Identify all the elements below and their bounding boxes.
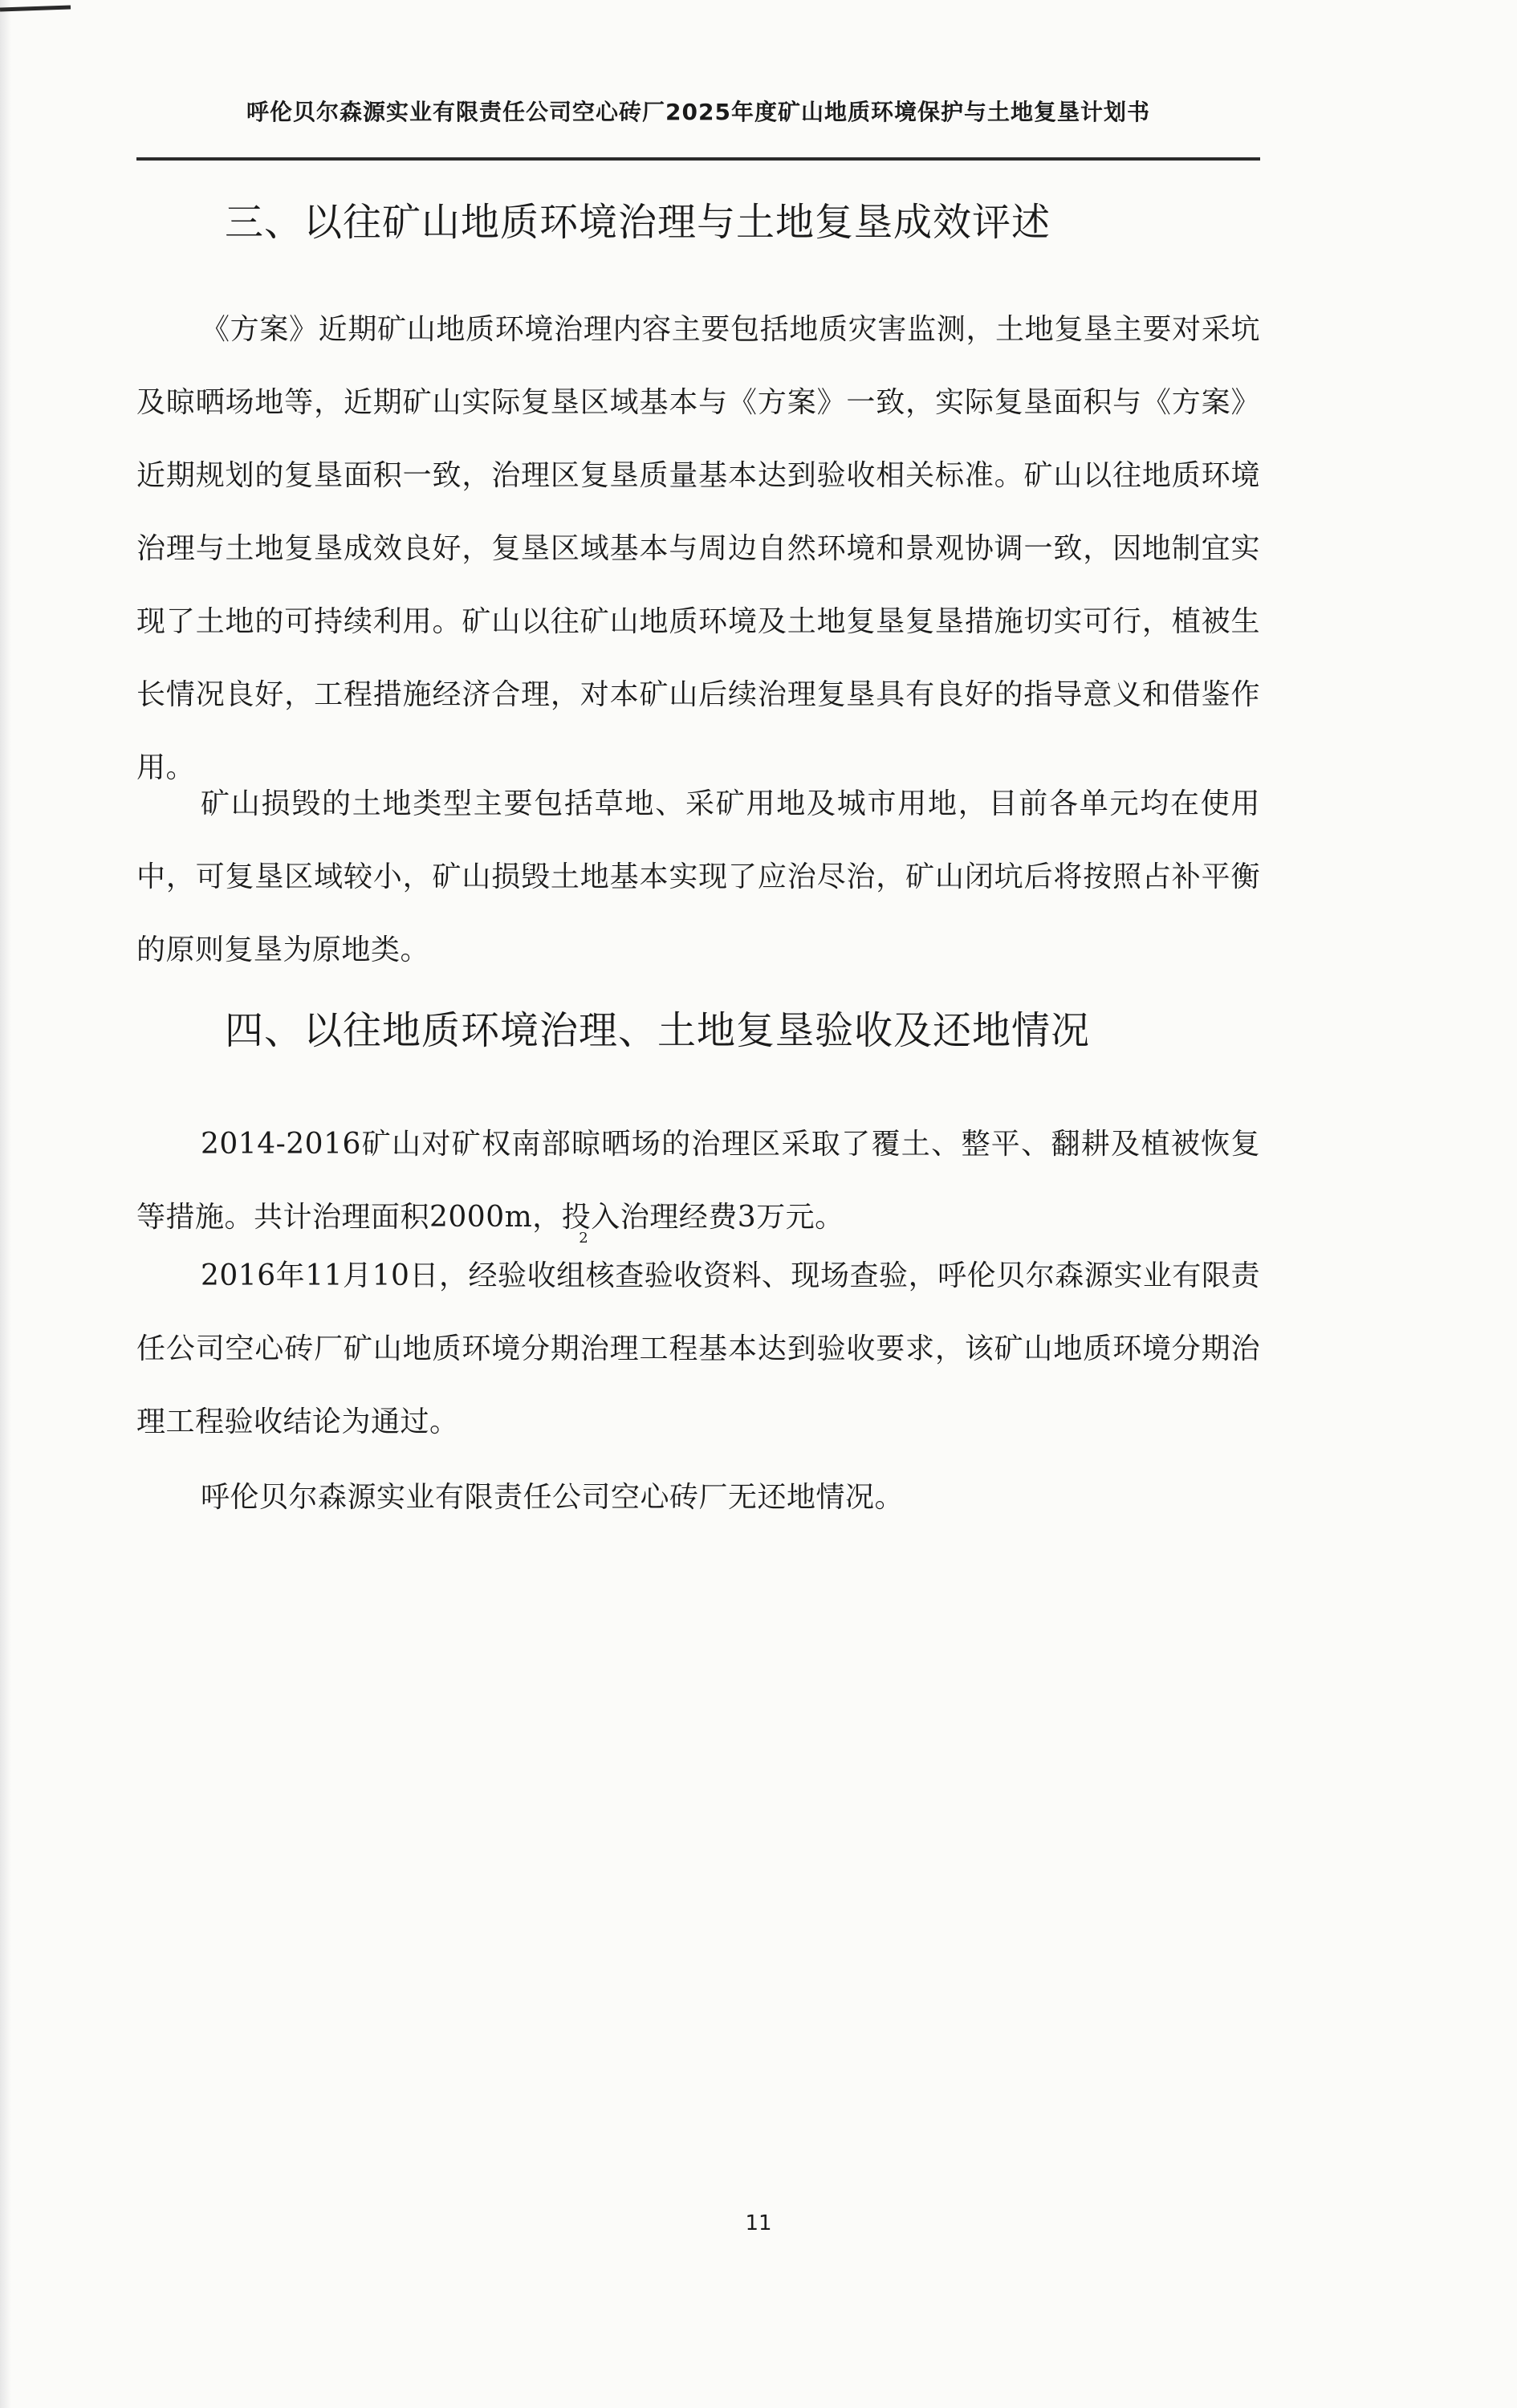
section-4-paragraph-1-text-a: 2014-2016矿山对矿权南部晾晒场的治理区采取了覆土、整平、翻耕及植被恢复等措施。共计治理面积2000m — [136, 1128, 1260, 1234]
section-4-paragraph-2: 2016年11月10日，经验收组核查验收资料、现场查验，呼伦贝尔森源实业有限责任公司空心砖厂矿山地质环境分期治理工程基本达到验收要求，该矿山地质环境分期治理工程验收结论为通过。 — [136, 1259, 1260, 1438]
section-3-paragraph-1: 《方案》近期矿山地质环境治理内容主要包括地质灾害监测，土地复垦主要对采坑及晾晒场地等，近期矿山实际复垦区域基本与《方案》一致，实际复垦面积与《方案》近期规划的复垦面积一致，治理区复垦质量基本达到验收相关标准。矿山以往地质环境治理与土地复垦成效良好，复垦区域基本与周边自然环境和景观协调一致，因地制宜实现了土地的可持续利用。矿山以往矿山地质环境及土地复垦复垦措施切实可行，植被生长情况良好，工程措施经济合理，对本矿山后续治理复垦具有良好的指导意义和借鉴作用。 — [136, 313, 1260, 784]
section-4-paragraph-3: 呼伦贝尔森源实业有限责任公司空心砖厂无还地情况。 — [201, 1481, 905, 1514]
header-rule — [136, 157, 1260, 161]
section-3-heading: 三、以往矿山地质环境治理与土地复垦成效评述 — [225, 200, 1051, 245]
running-header: 呼伦贝尔森源实业有限责任公司空心砖厂2025年度矿山地质环境保护与土地复垦计划书 — [246, 99, 1150, 125]
scan-edge-shadow — [0, 0, 11, 2408]
section-4-paragraph-1-text-b: ，投入治理经费3万元。 — [532, 1201, 844, 1234]
section-4-paragraph-1: 2014-2016矿山对矿权南部晾晒场的治理区采取了覆土、整平、翻耕及植被恢复等措施。共计治理面积2000m2，投入治理经费3万元。 — [136, 1128, 1260, 1247]
page-number: 11 — [745, 2211, 772, 2235]
section-3-paragraph-2: 矿山损毁的土地类型主要包括草地、采矿用地及城市用地，目前各单元均在使用中，可复垦区域较小，矿山损毁土地基本实现了应治尽治，矿山闭坑后将按照占补平衡的原则复垦为原地类。 — [136, 787, 1260, 966]
section-4-heading: 四、以往地质环境治理、土地复垦验收及还地情况 — [225, 1008, 1091, 1053]
